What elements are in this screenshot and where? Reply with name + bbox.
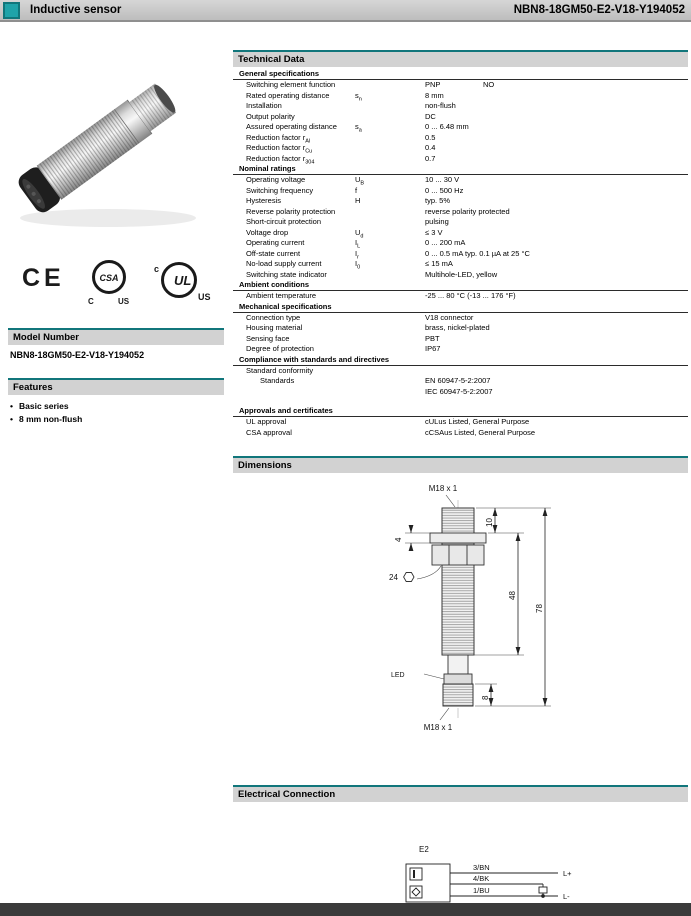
spec-label: Ambient temperature <box>246 291 317 300</box>
spec-value: V18 connector <box>425 312 474 322</box>
spec-label: Sensing face <box>246 333 290 343</box>
spec-value: brass, nickel-plated <box>425 323 490 332</box>
features-header: Features <box>8 378 224 395</box>
spec-row <box>233 101 688 112</box>
feature-label: Basic series <box>18 401 69 411</box>
bullet-icon: • <box>10 401 13 411</box>
symbol-subscript: n <box>358 96 362 102</box>
spec-row <box>233 291 688 302</box>
spec-label: Operating voltage <box>246 175 306 184</box>
feature-item <box>10 413 82 426</box>
dim-label-10: 10 <box>485 518 494 527</box>
spec-label: Degree of protection <box>246 344 314 353</box>
dim-label-thread-top: M18 x 1 <box>428 484 458 493</box>
dimensions-header: Dimensions <box>233 456 688 473</box>
spec-label: Switching state indicator <box>246 269 327 279</box>
spec-label: Voltage drop <box>246 227 289 237</box>
product-type-title: Inductive sensor <box>30 4 122 16</box>
sensor-body <box>15 78 181 216</box>
spec-row <box>233 238 688 249</box>
spec-value: -25 ... 80 °C (-13 ... 176 °F) <box>425 291 516 300</box>
spec-section-title: Mechanical specifications <box>233 302 688 313</box>
spec-value: PBT <box>425 333 440 343</box>
spec-value: cULus Listed, General Purpose <box>425 417 530 426</box>
model-number-value: NBN8-18GM50-E2-V18-Y194052 <box>10 350 145 360</box>
dim-label-48: 48 <box>508 591 517 600</box>
bullet-icon: • <box>10 414 13 424</box>
spec-label: CSA approval <box>246 427 292 437</box>
feature-item <box>10 400 82 413</box>
right-column <box>233 22 688 902</box>
photo-shadow <box>20 209 196 227</box>
certification-marks <box>8 254 224 316</box>
spec-label: Standards <box>260 376 295 385</box>
spec-row <box>233 344 688 355</box>
page-header <box>0 0 691 22</box>
spec-section-title: General specifications <box>233 69 688 80</box>
spec-section <box>233 280 688 302</box>
spec-label: Reduction factor $r_{Al}$ <box>246 132 311 144</box>
spec-row <box>233 387 688 398</box>
sensor-outline <box>430 508 486 706</box>
dimension-lines <box>411 495 545 720</box>
spec-value: DC <box>425 111 436 121</box>
spec-label: Connection type <box>246 312 301 322</box>
ce-mark: CE <box>22 264 65 292</box>
spec-label: Off-state current <box>246 248 301 258</box>
spec-label: Output polarity <box>246 111 295 121</box>
spec-row <box>233 228 688 239</box>
spec-value: ≤ 15 mA <box>425 259 453 268</box>
spec-row <box>233 91 688 102</box>
spec-symbol: $I_L$ <box>355 238 361 250</box>
spec-row <box>233 143 688 154</box>
spec-value: 0 ... 200 mA <box>425 238 466 247</box>
spec-label: Switching frequency <box>246 185 314 195</box>
spec-section-title: Ambient conditions <box>233 280 688 291</box>
spec-value: 0 ... 6.48 mm <box>425 122 469 131</box>
spec-symbol: f <box>355 185 358 195</box>
csa-text: CSA <box>99 273 119 283</box>
spec-row <box>233 313 688 324</box>
spec-row <box>233 270 688 281</box>
dim-label-4: 4 <box>394 537 403 542</box>
spec-symbol: $U_B$ <box>355 175 365 187</box>
symbol-subscript: a <box>358 127 362 134</box>
symbol-subscript: L <box>357 243 361 250</box>
ul-text: UL <box>174 273 192 288</box>
spec-label: Housing material <box>246 323 303 332</box>
dim-label-24: 24 <box>389 573 398 582</box>
label-subscript: 304 <box>305 159 315 165</box>
spec-section-title: Nominal ratings <box>233 164 688 175</box>
spec-section <box>233 355 688 398</box>
spec-row <box>233 133 688 144</box>
spec-label: Switching element function <box>246 80 336 89</box>
spec-section-title: Approvals and certificates <box>233 406 688 417</box>
feature-label: 8 mm non-flush <box>18 414 83 424</box>
spec-label: No-load supply current <box>246 259 322 268</box>
spec-value: 0 ... 0.5 mA typ. 0.1 µA at 25 °C <box>425 248 530 258</box>
part-number: NBN8-18GM50-E2-V18-Y194052 <box>513 4 685 16</box>
spec-value: reverse polarity protected <box>425 206 510 216</box>
csa-us-text: US <box>118 297 130 306</box>
spec-row <box>233 80 688 91</box>
spec-label: Assured operating distance <box>246 122 337 131</box>
spec-row <box>233 428 688 439</box>
label-subscript: Al <box>305 138 311 144</box>
dim-label-thread-bottom: M18 x 1 <box>423 723 453 732</box>
spec-value: typ. 5% <box>425 196 451 205</box>
spec-symbol: $U_d$ <box>355 227 364 239</box>
spec-value: non-flush <box>425 101 456 110</box>
terminal-lminus: L- <box>563 892 570 901</box>
spec-value: EN 60947-5-2:2007 <box>425 376 491 385</box>
spec-row <box>233 259 688 270</box>
csa-mark <box>82 256 136 308</box>
spec-label: Reverse polarity protection <box>246 206 336 216</box>
ul-c-text: c <box>154 264 160 274</box>
spec-label: Installation <box>246 101 282 110</box>
label-subscript: Cu <box>305 148 313 155</box>
spec-row <box>233 154 688 165</box>
technical-data-table <box>233 69 688 438</box>
model-number-header: Model Number <box>8 328 224 345</box>
wire-label-bu: 1/BU <box>473 886 490 895</box>
spec-label: UL approval <box>246 417 287 426</box>
csa-c-text: C <box>88 297 94 306</box>
spec-row <box>233 175 688 186</box>
symbol-subscript: d <box>360 233 364 239</box>
spec-value: pulsing <box>425 217 449 226</box>
spec-symbol: $I_r$ <box>355 248 359 260</box>
spec-row <box>233 122 688 133</box>
spec-value: cCSAus Listed, General Purpose <box>425 427 536 437</box>
spec-row <box>233 196 688 207</box>
spec-row <box>233 186 688 197</box>
spec-label: Operating current <box>246 238 305 247</box>
spec-symbol: H <box>355 196 361 205</box>
spec-row <box>233 376 688 387</box>
electrical-header: Electrical Connection <box>233 785 688 802</box>
wire-label-bn: 3/BN <box>473 863 490 872</box>
spec-section <box>233 69 688 164</box>
technical-data-header: Technical Data <box>233 50 688 67</box>
variant-label: E2 <box>419 845 429 854</box>
ul-us-text: US <box>198 292 211 302</box>
spec-row <box>233 249 688 260</box>
spec-value: 0.7 <box>425 153 436 163</box>
spec-value: 10 ... 30 V <box>425 175 460 184</box>
spec-value: 0 ... 500 Hz <box>425 185 464 195</box>
spec-section <box>233 164 688 280</box>
dimension-drawing <box>233 478 688 778</box>
page-footer <box>0 903 691 916</box>
symbol-subscript: r <box>357 254 359 260</box>
dim-label-78: 78 <box>535 604 544 613</box>
led-label: LED <box>391 672 405 679</box>
spec-value: IP67 <box>425 344 441 353</box>
spec-section <box>233 302 688 355</box>
spec-symbol: $s_a$ <box>355 122 362 134</box>
spec-label: Hysteresis <box>246 196 282 205</box>
spec-row <box>233 112 688 123</box>
spec-label: Reduction factor $r_{Cu}$ <box>246 143 313 155</box>
spec-value-2: NO <box>483 80 495 89</box>
wire-label-bk: 4/BK <box>473 874 490 883</box>
connection-diagram <box>233 790 688 903</box>
spec-row <box>233 417 688 428</box>
spec-label: Short-circuit protection <box>246 217 322 226</box>
spec-symbol: $I_0$ <box>355 259 361 271</box>
left-column <box>8 22 224 902</box>
spec-row <box>233 366 688 377</box>
spec-label: Reduction factor $r_{304}$ <box>246 153 315 165</box>
wrench-size-icon <box>404 573 414 582</box>
spec-section-title: Compliance with standards and directives <box>233 355 688 366</box>
spec-value: 8 mm <box>425 90 444 100</box>
spec-row <box>233 207 688 218</box>
spec-label: Standard conformity <box>246 365 314 375</box>
spec-value: 0.5 <box>425 132 436 142</box>
spec-label: Rated operating distance <box>246 90 330 100</box>
spec-value: IEC 60947-5-2:2007 <box>425 386 493 396</box>
brand-logo <box>3 2 20 19</box>
spec-value: 0.4 <box>425 143 436 152</box>
spec-value: ≤ 3 V <box>425 227 443 237</box>
features-list <box>10 400 82 426</box>
spec-row <box>233 323 688 334</box>
symbol-subscript: 0 <box>357 264 361 271</box>
dim-label-8: 8 <box>481 695 490 700</box>
spec-row <box>233 217 688 228</box>
spec-symbol: $s_n$ <box>355 90 362 102</box>
symbol-subscript: B <box>360 180 365 187</box>
ul-mark <box>150 256 212 308</box>
spec-section <box>233 406 688 438</box>
product-photo <box>8 38 224 244</box>
spec-value: PNP <box>425 80 441 89</box>
spec-value: Multihole-LED, yellow <box>425 269 498 279</box>
terminal-lplus: L+ <box>563 869 572 878</box>
spec-row <box>233 334 688 345</box>
